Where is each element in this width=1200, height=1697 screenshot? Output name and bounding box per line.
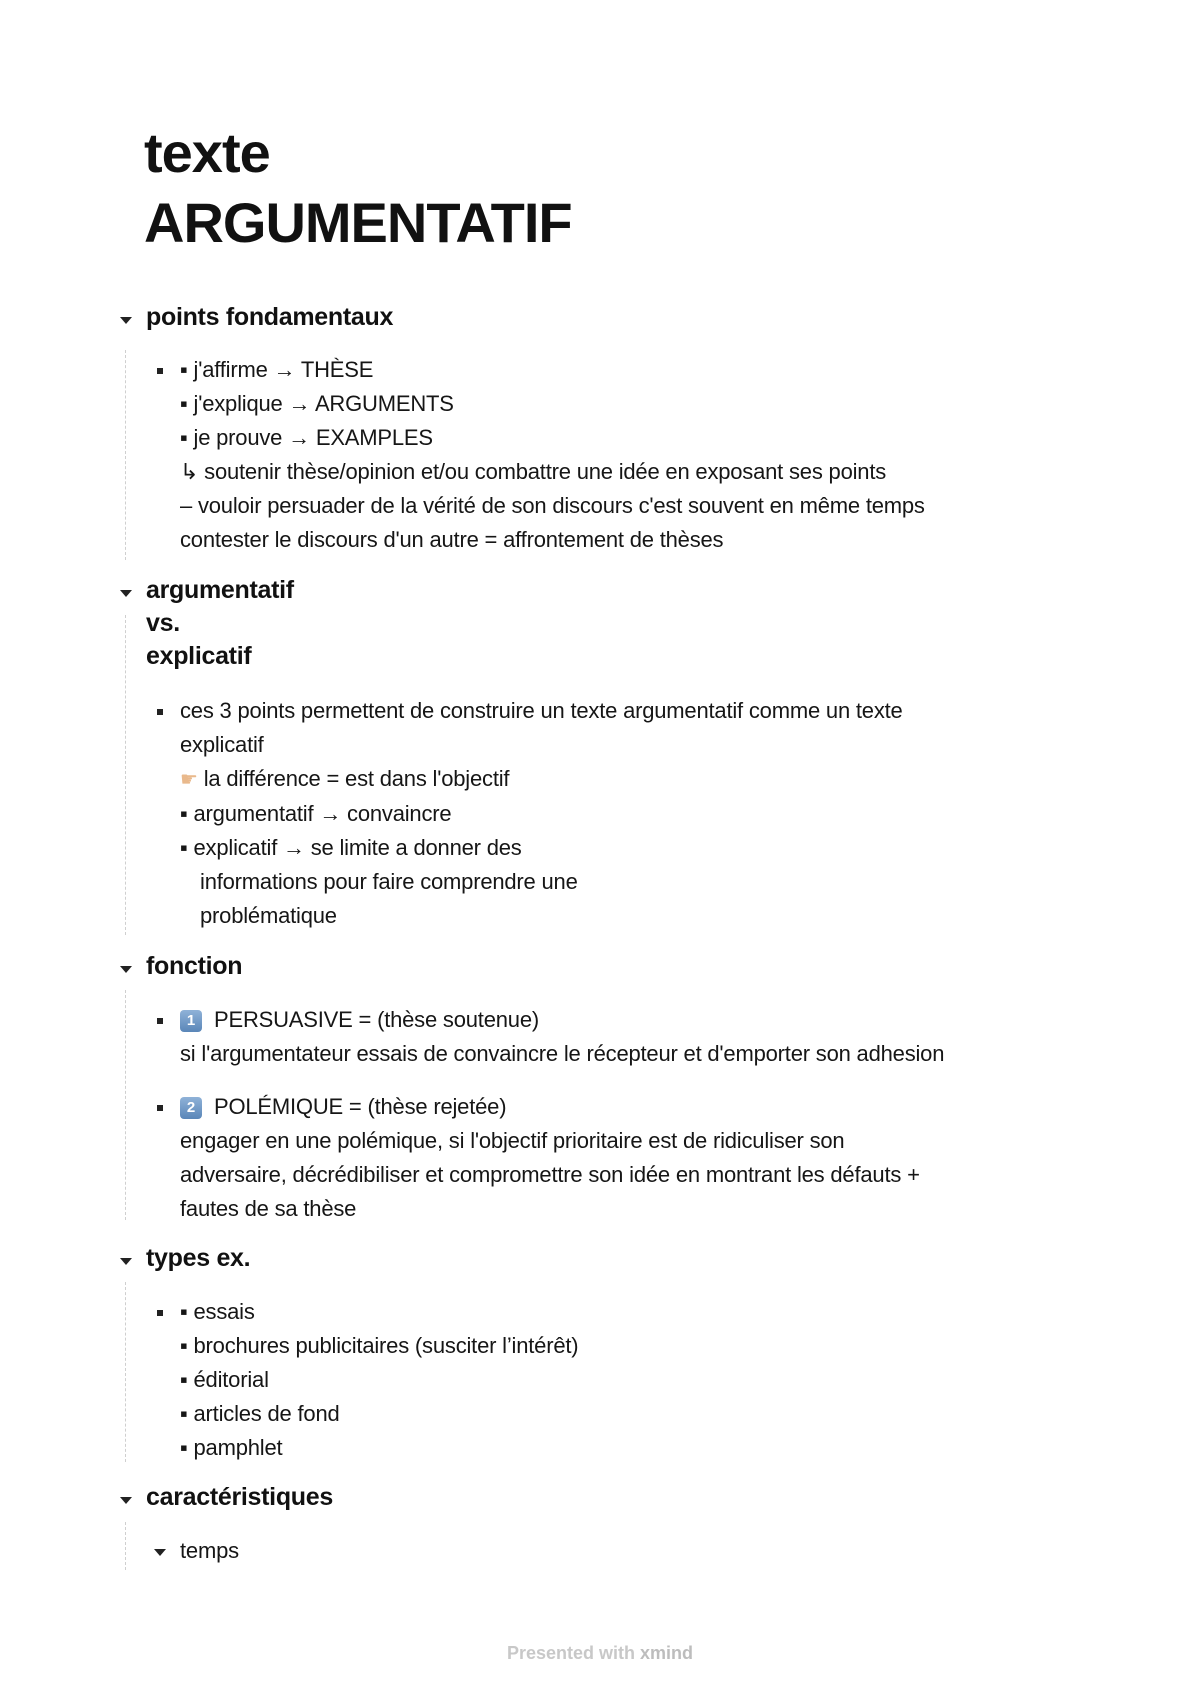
note-line: ▪ j'explique → ARGUMENTS (180, 391, 454, 416)
note-line: explicatif (180, 732, 264, 757)
note-line: ▪ brochures publicitaires (susciter l’intérêt) (180, 1333, 579, 1358)
note-line: ☛ la différence = est dans l'objectif (180, 762, 903, 797)
bullet-icon (157, 1310, 163, 1316)
xmind-logo: xmind (640, 1643, 694, 1663)
note-line: ▪ articles de fond (180, 1401, 340, 1426)
branch-line (125, 1282, 126, 1462)
collapse-caret-icon[interactable] (120, 317, 132, 324)
bullet-icon (157, 1018, 163, 1024)
note-line: adversaire, décrédibiliser et compromettre son idée en montrant les défauts + (180, 1162, 920, 1187)
note-line: ▪ pamphlet (180, 1435, 283, 1460)
collapse-caret-icon[interactable] (120, 966, 132, 973)
note-line: problématique (200, 903, 337, 928)
section-heading[interactable]: points fondamentaux (146, 303, 394, 331)
note-line: informations pour faire comprendre une (200, 869, 578, 894)
note-line: ↳ soutenir thèse/opinion et/ou combattre une idée en exposant ses points (180, 459, 887, 484)
note-block (180, 353, 925, 557)
note-line: engager en une polémique, si l'objectif prioritaire est de ridiculiser son (180, 1128, 845, 1153)
pointing-hand-icon: ☛ (180, 769, 198, 791)
title-line-2: ARGUMENTATIF (144, 191, 572, 254)
footer-prefix: Presented with (506, 1643, 640, 1663)
note-block (180, 1003, 944, 1071)
note-line: contester le discours d'un autre = affrontement de thèses (180, 527, 724, 552)
note-block (180, 694, 903, 933)
keycap-one-icon: 1 (180, 1010, 202, 1032)
section-heading[interactable]: caractéristiques (146, 1483, 333, 1511)
section-heading[interactable]: fonction (146, 952, 243, 980)
note-line: ces 3 points permettent de construire un texte argumentatif comme un texte (180, 698, 903, 723)
note-line: si l'argumentateur essais de convaincre le récepteur et d'emporter son adhesion (180, 1041, 945, 1066)
note-line: ▪ explicatif → se limite a donner des (180, 835, 522, 860)
note-line: ▪ éditorial (180, 1367, 269, 1392)
bullet-icon (157, 709, 163, 715)
presented-with-footer (0, 1643, 1200, 1664)
note-block (180, 1090, 920, 1226)
note-block (180, 1295, 578, 1465)
title-line-1: texte (144, 121, 270, 184)
note-line: ▪ argumentatif → convaincre (180, 801, 452, 826)
section-heading[interactable]: types ex. (146, 1244, 251, 1272)
branch-line (125, 350, 126, 560)
branch-line (125, 615, 126, 935)
note-line: ▪ j'affirme → THÈSE (180, 357, 374, 382)
collapse-caret-icon[interactable] (120, 1497, 132, 1504)
bullet-icon (157, 368, 163, 374)
note-line: 2 POLÉMIQUE = (thèse rejetée) (180, 1090, 920, 1124)
bullet-icon (157, 1105, 163, 1111)
sub-topic[interactable] (180, 1534, 239, 1568)
collapse-caret-icon[interactable] (154, 1549, 166, 1556)
keycap-two-icon: 2 (180, 1097, 202, 1119)
sub-topic-label[interactable]: temps (180, 1538, 239, 1563)
document-title (144, 118, 572, 258)
note-line: fautes de sa thèse (180, 1196, 357, 1221)
branch-line (125, 990, 126, 1220)
note-line: ▪ je prouve → EXAMPLES (180, 425, 433, 450)
note-line: – vouloir persuader de la vérité de son discours c'est souvent en même temps (180, 493, 925, 518)
note-line: 1 PERSUASIVE = (thèse soutenue) (180, 1003, 944, 1037)
note-line: ▪ essais (180, 1299, 255, 1324)
collapse-caret-icon[interactable] (120, 590, 132, 597)
section-heading[interactable]: argumentatif vs. explicatif (146, 576, 294, 670)
branch-line (125, 1522, 126, 1570)
collapse-caret-icon[interactable] (120, 1258, 132, 1265)
